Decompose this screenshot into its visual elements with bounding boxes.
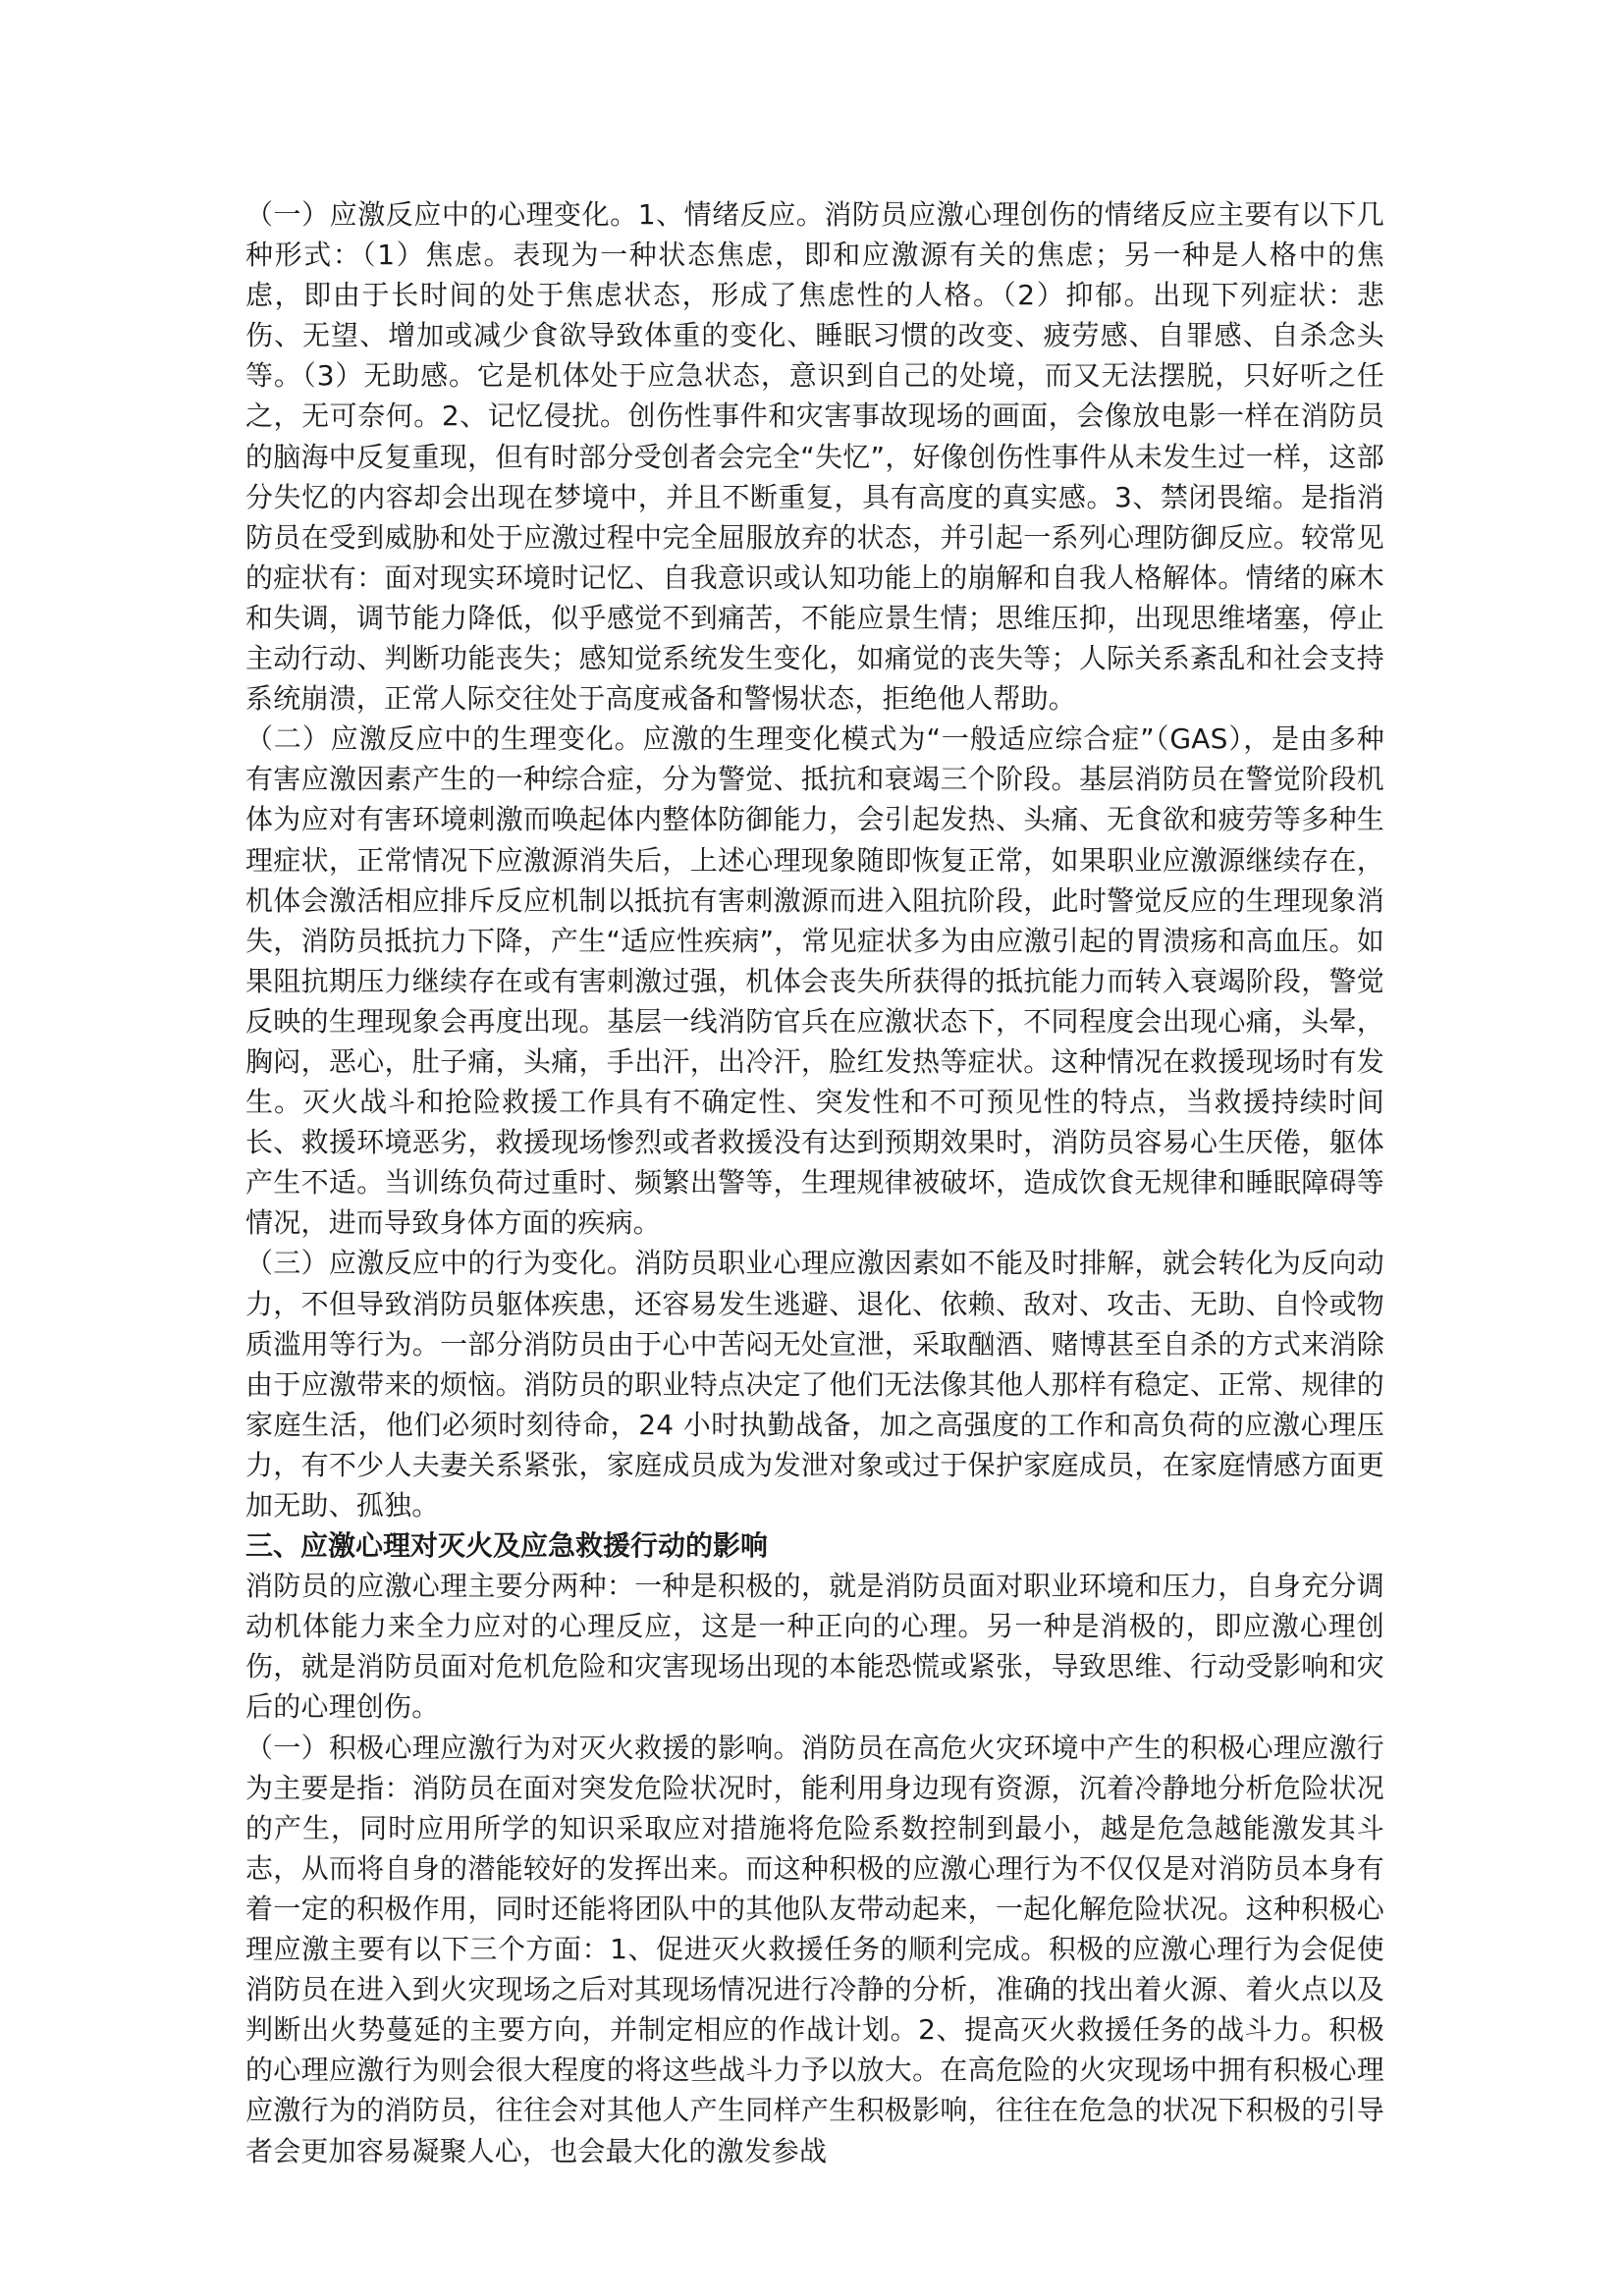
paragraph-physiological-changes: （二）应激反应中的生理变化。应激的生理变化模式为“一般适应综合症”（GAS），是由多种有害应激因素产生的一种综合症，分为警觉、抵抗和衰竭三个阶段。基层消防员在警觉阶段机体为应对有害环境刺激而唤起体内整体防御能力，会引起发热、头痛、无食欲和疲劳等多种生理症状，正常情况下应激源消失后，上述心理现象随即恢复正常，如果职业应激源继续存在，机体会激活相应排斥反应机制以抵抗有害刺激源而进入阻抗阶段，此时警觉反应的生理现象消失，消防员抵抗力下降，产生“适应性疾病”，常见症状多为由应激引起的胃溃疡和高血压。如果阻抗期压力继续存在或有害刺激过强，机体会丧失所获得的抵抗能力而转入衰竭阶段，警觉反映的生理现象会再度出现。基层一线消防官兵在应激状态下，不同程度会出现心痛，头晕，胸闷，恶心，肚子痛，头痛，手出汗，出冷汗，脸红发热等症状。这种情况在救援现场时有发生。灭火战斗和抢险救援工作具有不确定性、突发性和不可预见性的特点，当救援持续时间长、救援环境恶劣，救援现场惨烈或者救援没有达到预期效果时，消防员容易心生厌倦，躯体产生不适。当训练负荷过重时、频繁出警等，生理规律被破坏，造成饮食无规律和睡眠障碍等情况，进而导致身体方面的疾病。	[245, 722, 1384, 1240]
paragraph-psychological-changes: （一）应激反应中的心理变化。1、情绪反应。消防员应激心理创伤的情绪反应主要有以下几种形式：（1）焦虑。表现为一种状态焦虑，即和应激源有关的焦虑；另一种是人格中的焦虑，即由于长时间的处于焦虑状态，形成了焦虑性的人格。（2）抑郁。出现下列症状：悲伤、无望、增加或减少食欲导致体重的变化、睡眠习惯的改变、疲劳感、自罪感、自杀念头等。（3）无助感。它是机体处于应急状态，意识到自己的处境，而又无法摆脱，只好听之任之，无可奈何。2、记忆侵扰。创伤性事件和灾害事故现场的画面，会像放电影一样在消防员的脑海中反复重现，但有时部分受创者会完全“失忆”，好像创伤性事件从未发生过一样，这部分失忆的内容却会出现在梦境中，并且不断重复，具有高度的真实感。3、禁闭畏缩。是指消防员在受到威胁和处于应激过程中完全屈服放弃的状态，并引起一系列心理防御反应。较常见的症状有：面对现实环境时记忆、自我意识或认知功能上的崩解和自我人格解体。情绪的麻木和失调，调节能力降低，似乎感觉不到痛苦，不能应景生情；思维压抑，出现思维堵塞，停止主动行动、判断功能丧失；感知觉系统发生变化，如痛觉的丧失等；人际关系紊乱和社会支持系统崩溃，正常人际交往处于高度戒备和警惕状态，拒绝他人帮助。	[245, 198, 1384, 716]
paragraph-positive-stress: （一）积极心理应激行为对灭火救援的影响。消防员在高危火灾环境中产生的积极心理应激行为主要是指：消防员在面对突发危险状况时，能利用身边现有资源，沉着冷静地分析危险状况的产生，同时应用所学的知识采取应对措施将危险系数控制到最小，越是危急越能激发其斗志，从而将自身的潜能较好的发挥出来。而这种积极的应激心理行为不仅仅是对消防员本身有着一定的积极作用，同时还能将团队中的其他队友带动起来，一起化解危险状况。这种积极心理应激主要有以下三个方面：1、促进灭火救援任务的顺利完成。积极的应激心理行为会促使消防员在进入到火灾现场之后对其现场情况进行冷静的分析，准确的找出着火源、着火点以及判断出火势蔓延的主要方向，并制定相应的作战计划。2、提高灭火救援任务的战斗力。积极的心理应激行为则会很大程度的将这些战斗力予以放大。在高危险的火灾现场中拥有积极心理应激行为的消防员，往往会对其他人产生同样产生积极影响，往往在危急的状况下积极的引导者会更加容易凝聚人心，也会最大化的激发参战	[245, 1731, 1384, 2167]
paragraph-stress-overview: 消防员的应激心理主要分两种：一种是积极的，就是消防员面对职业环境和压力，自身充分调动机体能力来全力应对的心理反应，这是一种正向的心理。另一种是消极的，即应激心理创伤，就是消防员面对危机危险和灾害现场出现的本能恐慌或紧张，导致思维、行动受影响和灾后的心理创伤。	[245, 1570, 1384, 1724]
paragraph-behavioral-changes: （三）应激反应中的行为变化。消防员职业心理应激因素如不能及时排解，就会转化为反向动力，不但导致消防员躯体疾患，还容易发生逃避、退化、依赖、敌对、攻击、无助、自怜或物质滥用等行为。一部分消防员由于心中苦闷无处宣泄，采取酗酒、赌博甚至自杀的方式来消除由于应激带来的烦恼。消防员的职业特点决定了他们无法像其他人那样有稳定、正常、规律的家庭生活，他们必须时刻待命，24 小时执勤战备，加之高强度的工作和高负荷的应激心理压力，有不少人夫妻关系紧张，家庭成员成为发泄对象或过于保护家庭成员，在家庭情感方面更加无助、孤独。	[245, 1247, 1384, 1522]
document-body	[245, 194, 1384, 2171]
section-heading: 三、应激心理对灭火及应急救援行动的影响	[245, 1529, 769, 1563]
